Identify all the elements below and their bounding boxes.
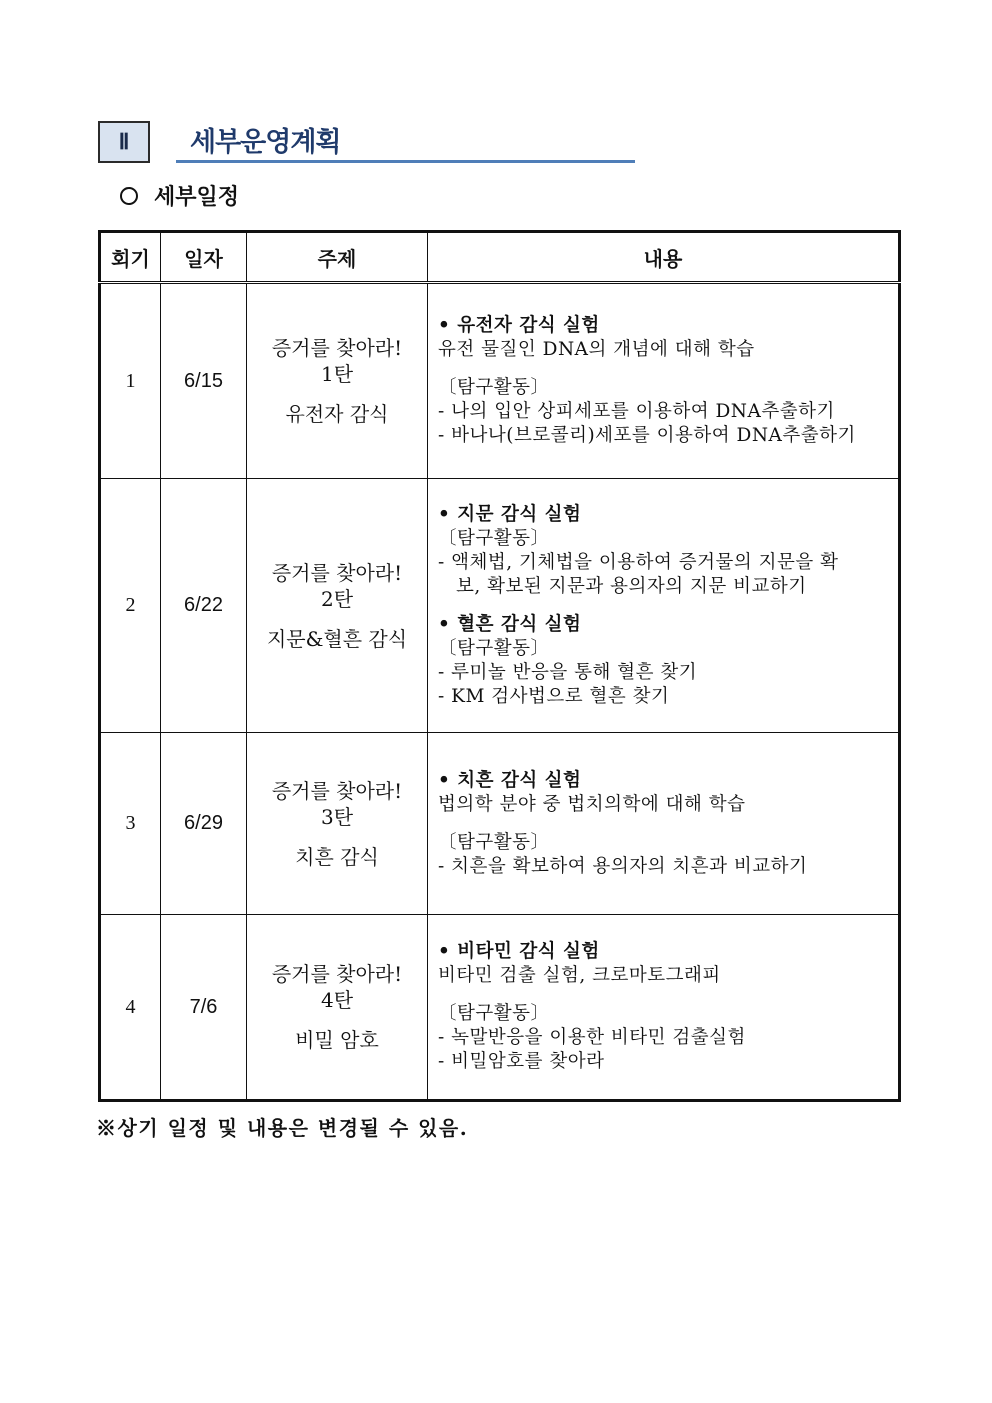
table-row — [100, 479, 900, 733]
activity-item: - 바나나(브로콜리)세포를 이용하여 DNA추출하기 — [438, 425, 856, 446]
activity-item: 보, 확보된 지문과 용의자의 지문 비교하기 — [456, 575, 807, 597]
subhead-title: 세부일정 — [154, 184, 240, 210]
footnote: ※상기 일정 및 내용은 변경될 수 있음. — [96, 1116, 469, 1140]
topic-line: 증거를 찾아라! — [271, 336, 403, 360]
circle-bullet-icon — [120, 187, 138, 205]
session-topic — [247, 479, 428, 733]
activity-item: - 치흔을 확보하여 용의자의 치흔과 비교하기 — [438, 855, 808, 877]
activity-label: 〔탐구활동〕 — [438, 377, 550, 398]
bullet-title: • 치흔 감식 실험 — [438, 769, 582, 791]
section-title: 세부운영계획 — [190, 127, 341, 158]
topic-line: 지문&혈흔 감식 — [266, 626, 408, 651]
session-date: 6/29 — [161, 733, 247, 915]
activity-item: - KM 검사법으로 혈흔 찾기 — [438, 685, 670, 707]
activity-item: - 루미놀 반응을 통해 혈흔 찾기 — [438, 661, 698, 683]
subhead — [120, 180, 239, 211]
activity-item: - 비밀암호를 찾아라 — [438, 1051, 605, 1072]
header-session: 회기 — [100, 232, 161, 283]
session-topic — [247, 283, 428, 479]
session-date: 6/15 — [161, 283, 247, 479]
header-content: 내용 — [428, 232, 900, 283]
section-number-box: Ⅱ — [98, 121, 150, 163]
bullet-title: • 혈흔 감식 실험 — [438, 613, 582, 635]
bullet-title: • 유전자 감식 실험 — [438, 315, 600, 336]
session-number: 4 — [100, 915, 161, 1101]
header-topic: 주제 — [247, 232, 428, 283]
topic-line: 4탄 — [320, 988, 354, 1012]
topic-line: 2탄 — [320, 586, 354, 611]
content-line: 법의학 분야 중 법치의학에 대해 학습 — [438, 793, 746, 815]
session-content — [428, 915, 900, 1101]
topic-line: 증거를 찾아라! — [271, 962, 403, 986]
bullet-title: • 지문 감식 실험 — [438, 503, 582, 525]
topic-line: 증거를 찾아라! — [271, 560, 403, 585]
table-row — [100, 915, 900, 1101]
topic-line: 1탄 — [320, 362, 354, 386]
activity-label: 〔탐구활동〕 — [438, 831, 550, 853]
session-topic — [247, 733, 428, 915]
table-row — [100, 733, 900, 915]
activity-label: 〔탐구활동〕 — [438, 1003, 550, 1024]
session-topic — [247, 915, 428, 1101]
session-number: 2 — [100, 479, 161, 733]
session-content — [428, 733, 900, 915]
activity-item: - 녹말반응을 이용한 비타민 검출실험 — [438, 1027, 746, 1048]
table-row — [100, 283, 900, 479]
activity-item: - 액체법, 기체법을 이용하여 증거물의 지문을 확 — [438, 551, 839, 573]
topic-line: 치흔 감식 — [295, 844, 379, 869]
content-line: 비타민 검출 실험, 크로마토그래피 — [438, 965, 721, 986]
topic-line: 유전자 감식 — [285, 402, 389, 426]
schedule-table — [98, 230, 901, 1102]
session-date: 6/22 — [161, 479, 247, 733]
topic-line: 비밀 암호 — [295, 1028, 379, 1052]
topic-line: 증거를 찾아라! — [271, 778, 403, 803]
session-number: 3 — [100, 733, 161, 915]
activity-item: - 나의 입안 상피세포를 이용하여 DNA추출하기 — [438, 401, 835, 422]
content-line: 유전 물질인 DNA의 개념에 대해 학습 — [438, 339, 755, 360]
session-content — [428, 479, 900, 733]
topic-line: 3탄 — [320, 804, 354, 829]
session-content — [428, 283, 900, 479]
header-date: 일자 — [161, 232, 247, 283]
session-number: 1 — [100, 283, 161, 479]
table-header-row — [100, 232, 900, 283]
session-date: 7/6 — [161, 915, 247, 1101]
activity-label: 〔탐구활동〕 — [438, 637, 550, 659]
activity-label: 〔탐구활동〕 — [438, 527, 550, 549]
section-underline — [176, 160, 635, 163]
bullet-title: • 비타민 감식 실험 — [438, 941, 600, 962]
